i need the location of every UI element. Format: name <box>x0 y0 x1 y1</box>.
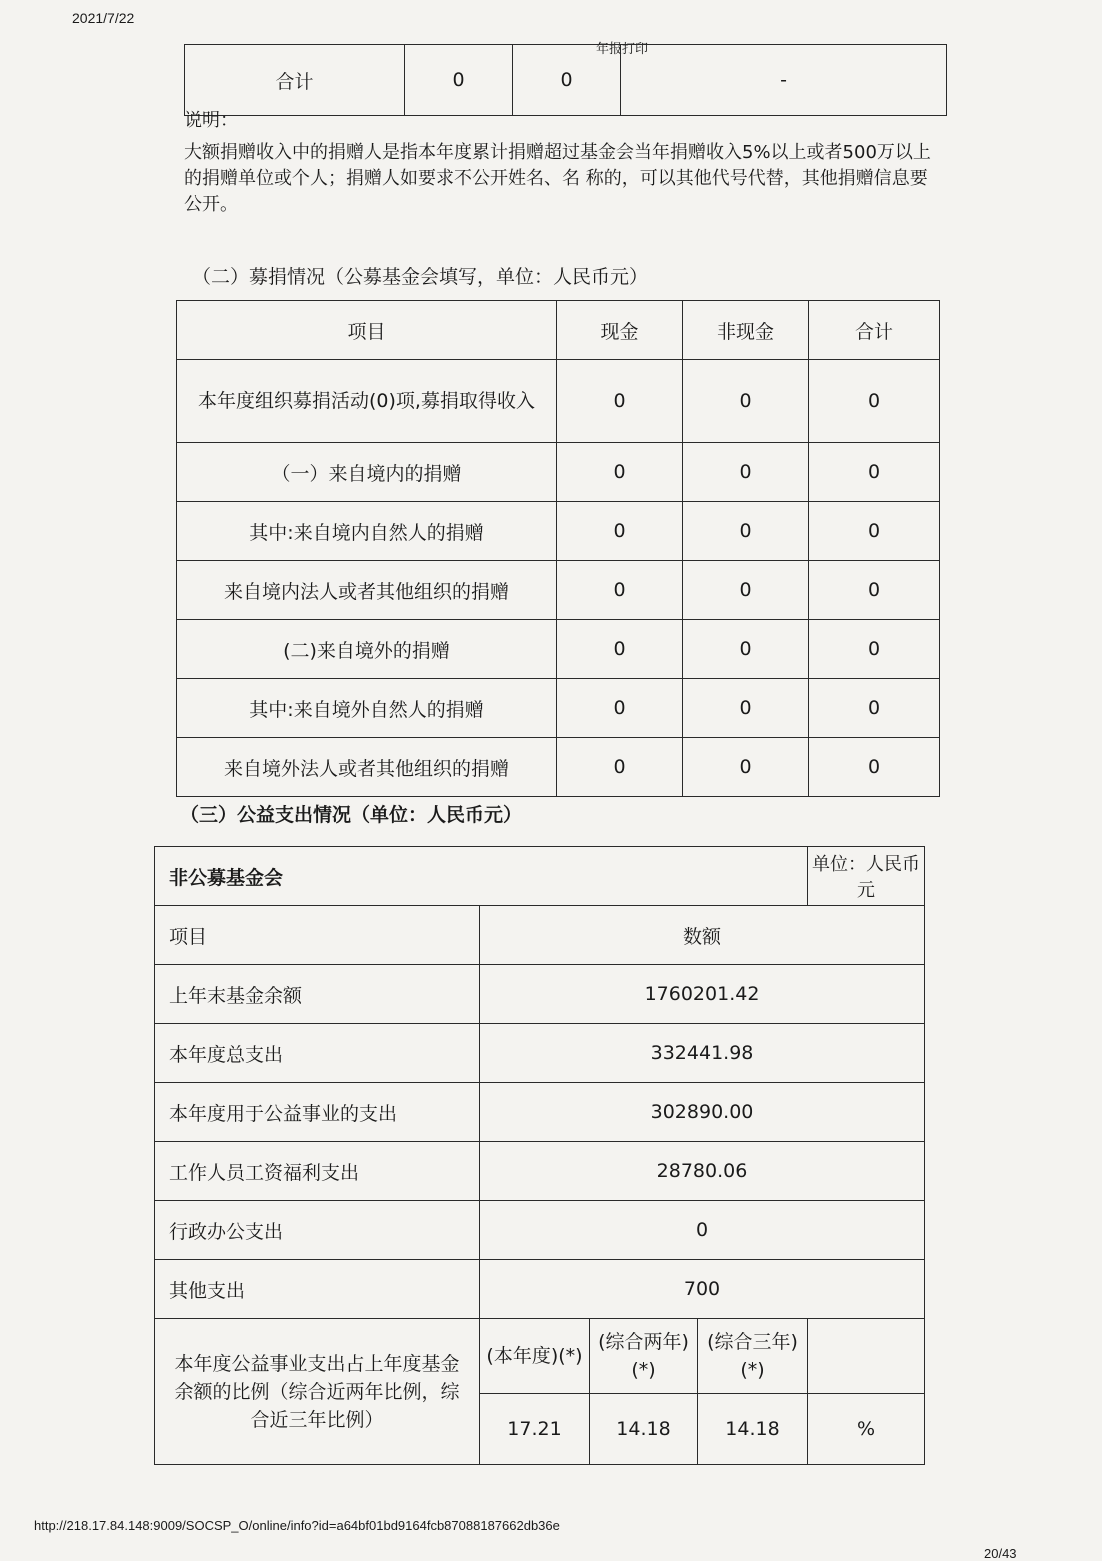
col-header-item: 项目 <box>177 301 557 360</box>
noncash-value: 0 <box>683 443 809 502</box>
noncash-value: 0 <box>683 620 809 679</box>
cash-value: 0 <box>557 738 683 797</box>
cash-value: 0 <box>557 620 683 679</box>
total-value: 0 <box>809 561 940 620</box>
ratio-unit: % <box>808 1394 925 1465</box>
col-header-amount: 数额 <box>480 906 925 965</box>
noncash-value: 0 <box>683 360 809 443</box>
cash-value: 0 <box>557 561 683 620</box>
total-value: 0 <box>809 443 940 502</box>
ratio-col-two-years: (综合两年)(*) <box>590 1319 698 1394</box>
fundraising-table <box>176 300 940 797</box>
row-label: 行政办公支出 <box>155 1201 480 1260</box>
print-date: 2021/7/22 <box>72 10 135 26</box>
print-title: 年报打印 <box>596 42 649 57</box>
cash-value: 0 <box>557 679 683 738</box>
note-title: 说明： <box>184 110 238 131</box>
table-row <box>177 620 940 679</box>
row-label: 上年末基金余额 <box>155 965 480 1024</box>
note-body: 大额捐赠收入中的捐赠人是指本年度累计捐赠超过基金会当年捐赠收入5%以上或者500万以上的捐赠单位或个人；捐赠人如要求不公开姓名、名 称的，可以其他代号代替，其他捐赠信息要公开。 <box>184 142 931 215</box>
amount-value: 1760201.42 <box>480 965 925 1024</box>
cash-value: 0 <box>557 360 683 443</box>
table-row <box>177 360 940 443</box>
table-row <box>177 502 940 561</box>
total-value: 0 <box>809 620 940 679</box>
total-value-3: - <box>621 45 947 116</box>
total-value-2: 0 <box>513 45 621 116</box>
table-row <box>155 1201 925 1260</box>
row-label: 其中:来自境外自然人的捐赠 <box>177 679 557 738</box>
amount-value: 700 <box>480 1260 925 1319</box>
ratio-col-three-years: (综合三年)(*) <box>698 1319 808 1394</box>
table-row <box>155 1260 925 1319</box>
row-label: 工作人员工资福利支出 <box>155 1142 480 1201</box>
section-title-fundraising: （二）募捐情况（公募基金会填写，单位：人民币元） <box>192 266 649 288</box>
total-value: 0 <box>809 360 940 443</box>
table-row <box>155 965 925 1024</box>
row-label: （一）来自境内的捐赠 <box>177 443 557 502</box>
total-value: 0 <box>809 502 940 561</box>
fundraising-header-row <box>177 301 940 360</box>
amount-value: 28780.06 <box>480 1142 925 1201</box>
table-row <box>155 1024 925 1083</box>
row-label: 本年度用于公益事业的支出 <box>155 1083 480 1142</box>
table-row <box>177 738 940 797</box>
table-row <box>155 1083 925 1142</box>
total-value: 0 <box>809 738 940 797</box>
noncash-value: 0 <box>683 561 809 620</box>
row-label: (二)来自境外的捐赠 <box>177 620 557 679</box>
row-label: 来自境内法人或者其他组织的捐赠 <box>177 561 557 620</box>
total-label: 合计 <box>185 45 405 116</box>
expenditure-header-row <box>155 906 925 965</box>
ratio-header-row <box>155 1319 925 1394</box>
col-header-noncash: 非现金 <box>683 301 809 360</box>
table-row <box>155 1142 925 1201</box>
noncash-value: 0 <box>683 679 809 738</box>
amount-value: 332441.98 <box>480 1024 925 1083</box>
cash-value: 0 <box>557 502 683 561</box>
unit-label: 单位：人民币元 <box>808 847 925 906</box>
ratio-col-current-year: (本年度)(*) <box>480 1319 590 1394</box>
org-type-label: 非公募基金会 <box>155 847 808 906</box>
total-value: 0 <box>809 679 940 738</box>
donation-total-table <box>184 44 947 116</box>
row-label: 本年度总支出 <box>155 1024 480 1083</box>
total-row <box>185 45 947 116</box>
footer-url: http://218.17.84.148:9009/SOCSP_O/online/info?id=a64bf01bd9164fcb87088187662db36e <box>34 1518 560 1533</box>
col-header-total: 合计 <box>809 301 940 360</box>
row-label: 本年度组织募捐活动(0)项,募捐取得收入 <box>177 360 557 443</box>
ratio-label: 本年度公益事业支出占上年度基金余额的比例（综合近两年比例，综合近三年比例） <box>155 1319 480 1465</box>
noncash-value: 0 <box>683 502 809 561</box>
page-number: 20/43 <box>984 1546 1017 1561</box>
amount-value: 0 <box>480 1201 925 1260</box>
row-label: 其他支出 <box>155 1260 480 1319</box>
table-row <box>177 443 940 502</box>
total-value-1: 0 <box>405 45 513 116</box>
col-header-item: 项目 <box>155 906 480 965</box>
table-row <box>177 561 940 620</box>
row-label: 来自境外法人或者其他组织的捐赠 <box>177 738 557 797</box>
ratio-blank-cell <box>808 1319 925 1394</box>
cash-value: 0 <box>557 443 683 502</box>
ratio-value-three-years: 14.18 <box>698 1394 808 1465</box>
row-label: 其中:来自境内自然人的捐赠 <box>177 502 557 561</box>
section-title-expenditure: （三）公益支出情况（单位：人民币元） <box>180 804 523 826</box>
org-type-row <box>155 847 925 906</box>
expenditure-table <box>154 846 925 1465</box>
ratio-value-two-years: 14.18 <box>590 1394 698 1465</box>
col-header-cash: 现金 <box>557 301 683 360</box>
noncash-value: 0 <box>683 738 809 797</box>
amount-value: 302890.00 <box>480 1083 925 1142</box>
ratio-value-current-year: 17.21 <box>480 1394 590 1465</box>
table-row <box>177 679 940 738</box>
